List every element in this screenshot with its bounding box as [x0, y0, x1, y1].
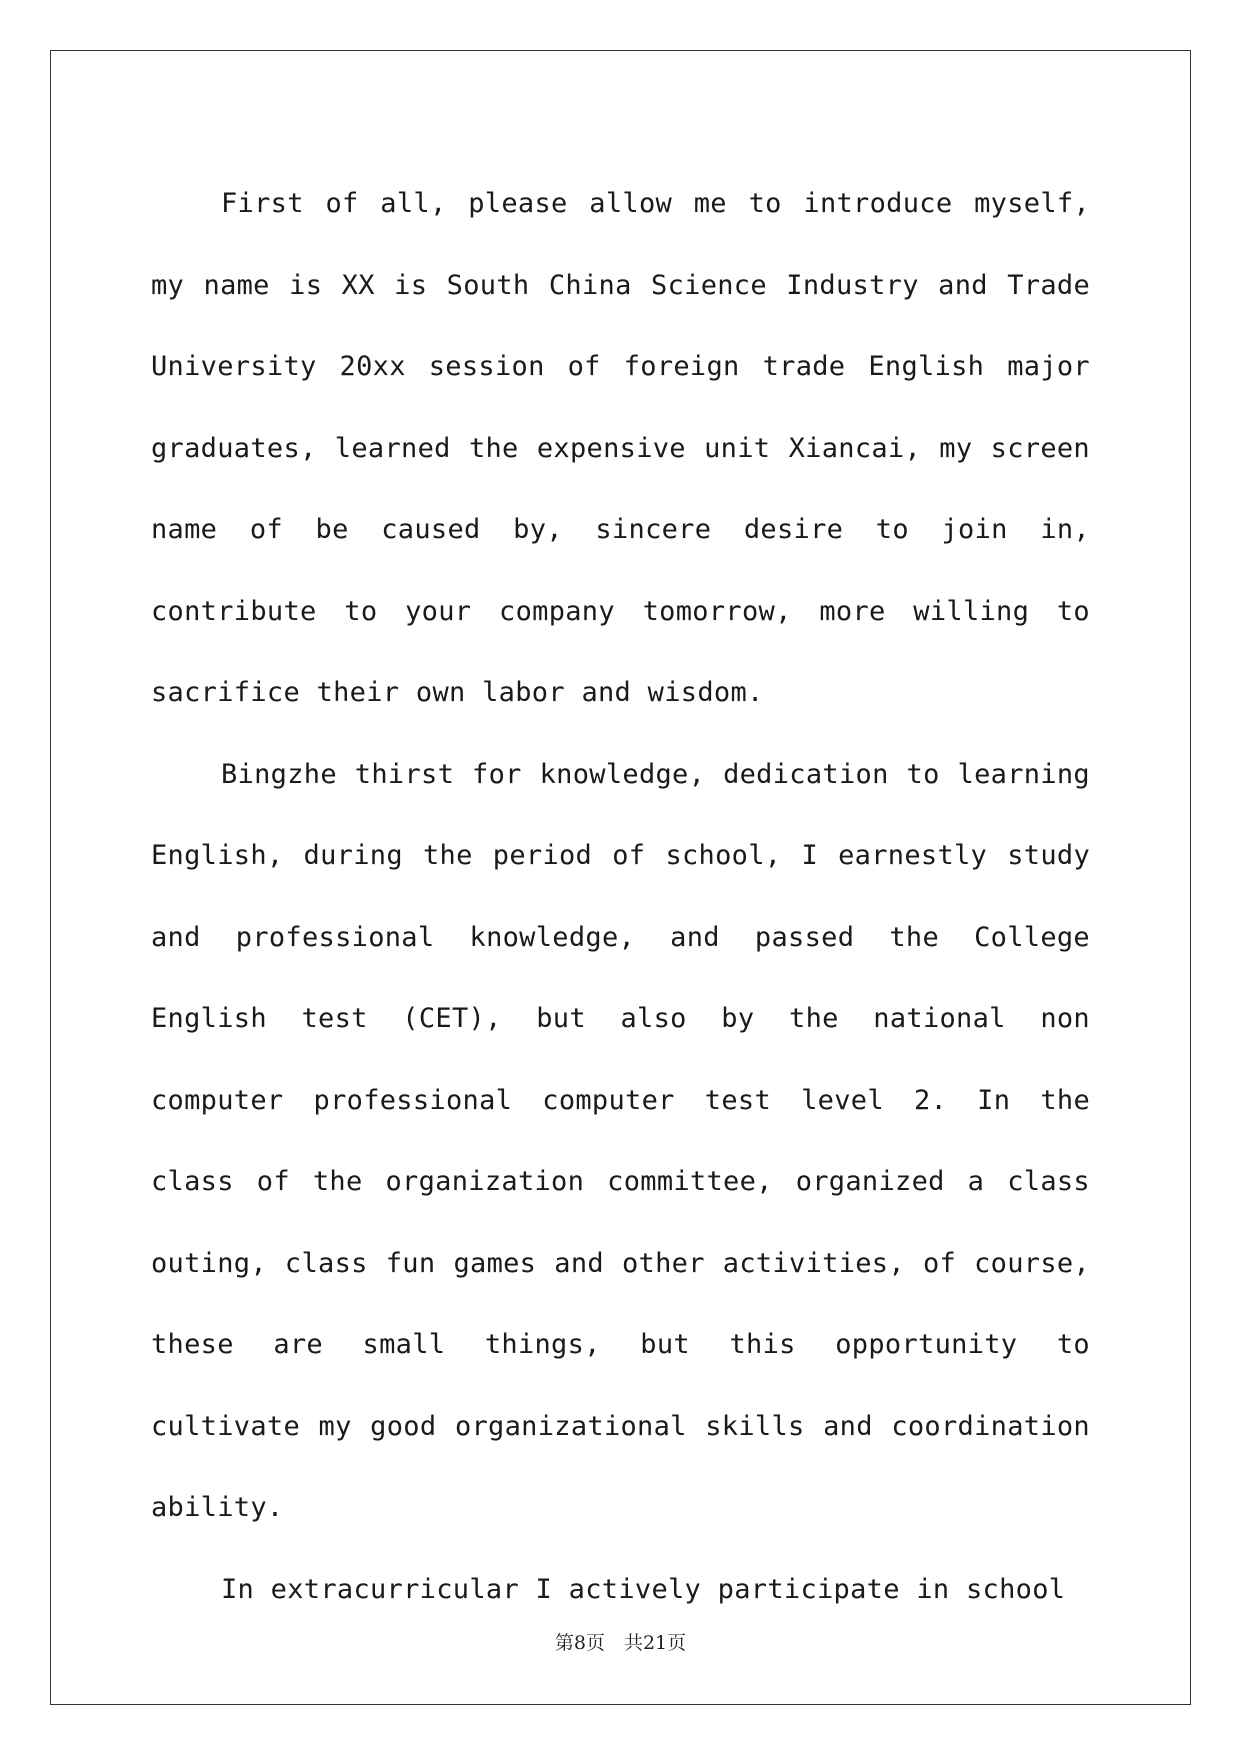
paragraph-extracurricular: In extracurricular I actively participate in school	[221, 1573, 1066, 1605]
page-number-footer: 第8页 共21页	[554, 1632, 687, 1654]
document-body	[151, 163, 1090, 1630]
paragraph-education: Bingzhe thirst for knowledge, dedication to learning English, during the period of school, I earnestly study and professional knowledge, and passed the College English test (CET), but also by the national non computer professional computer test level 2. In the class of the organization committee, organized a class outing, class fun games and other activities, of course, these are small things, but this opportunity to cultivate my good organizational skills and coordination ability.	[151, 758, 1090, 1523]
paragraph-introduction: First of all, please allow me to introduce myself, my name is XX is South China Science Industry and Trade University 20xx session of foreign trade English major graduates, learned the expensive unit Xiancai, my screen name of be caused by, sincere desire to join in, contribute to your company tomorrow, more willing to sacrifice their own labor and wisdom.	[151, 188, 1090, 708]
